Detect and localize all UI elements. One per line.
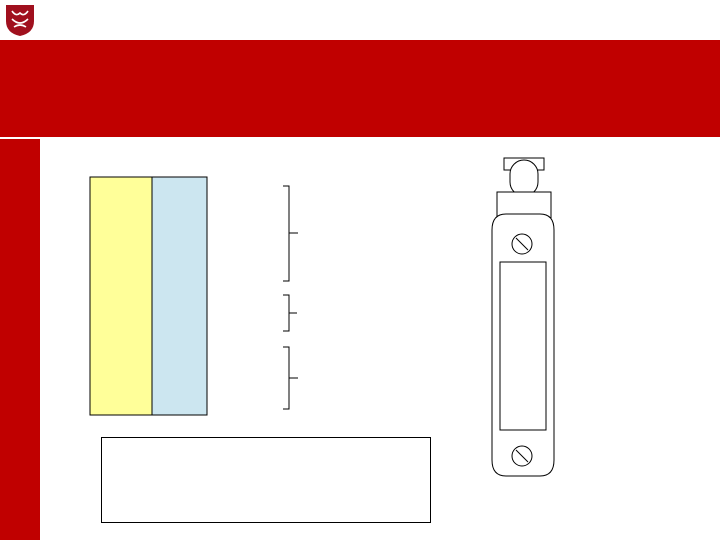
device-functions-box <box>90 177 152 415</box>
interface-functions-box <box>152 177 207 415</box>
control-bracket <box>283 347 289 409</box>
data-bus-bracket <box>283 186 289 281</box>
gpib-connector <box>492 158 554 476</box>
handshake-bracket <box>283 295 289 331</box>
summary-box <box>101 437 431 523</box>
